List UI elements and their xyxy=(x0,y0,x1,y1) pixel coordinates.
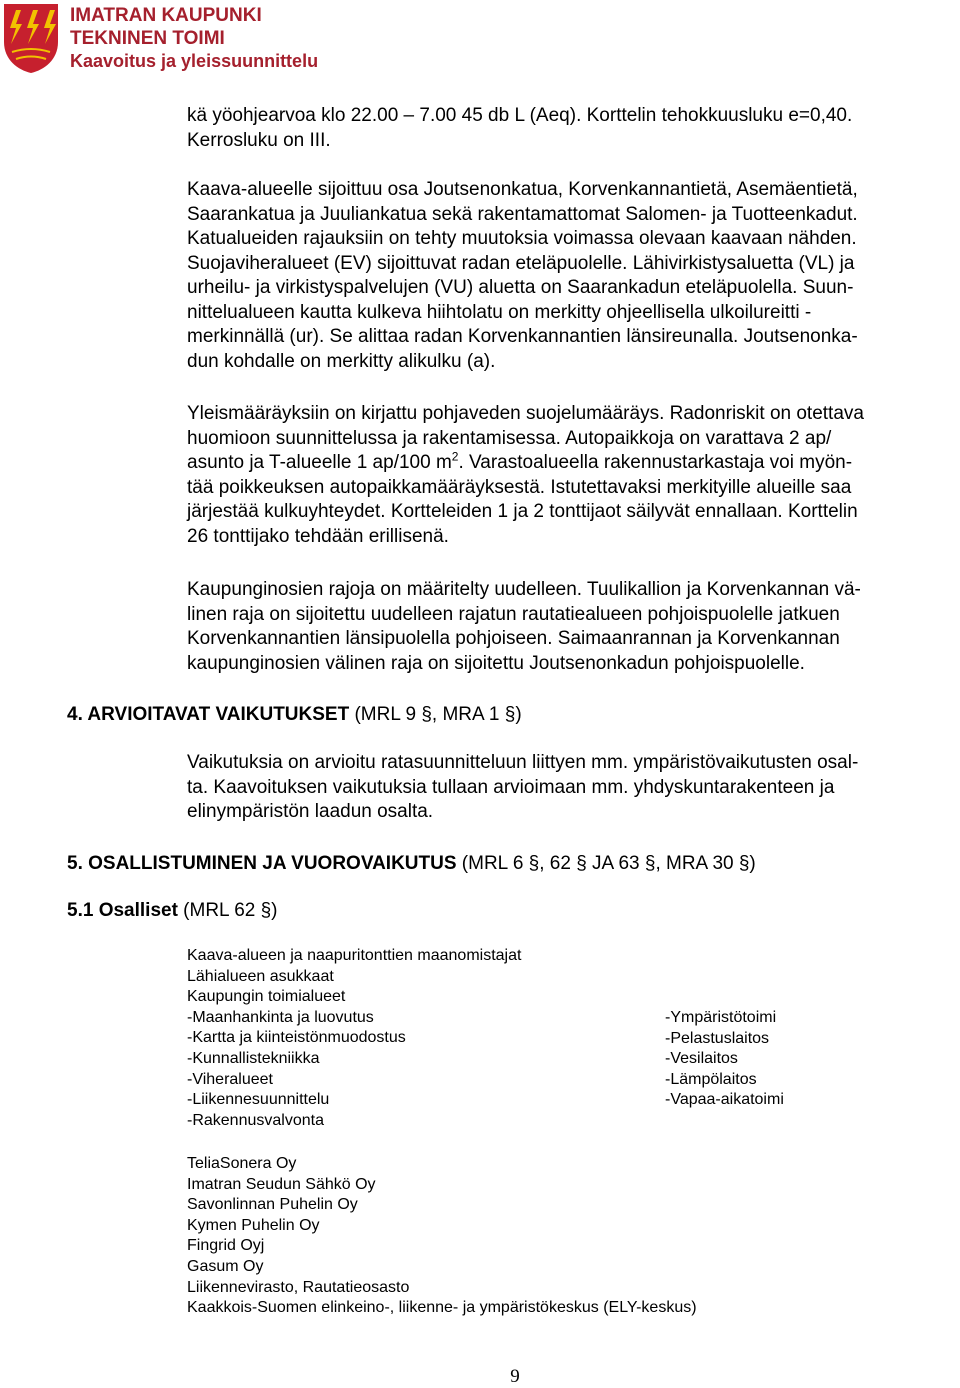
list-item: -Lämpölaitos xyxy=(665,1070,757,1088)
section-reference: (MRL 6 §, 62 § JA 63 §, MRA 30 §) xyxy=(456,853,756,874)
list-item: Kaupungin toimialueet xyxy=(187,988,346,1006)
text-line: kä yöohjearvoa klo 22.00 – 7.00 45 db L (Aeq). Korttelin tehokkuusluku e=0,40. xyxy=(187,105,853,126)
section-title: 5.1 Osalliset xyxy=(67,900,178,921)
list-item: -Kunnallistekniikka xyxy=(187,1049,320,1067)
department-name: TEKNINEN TOIMI xyxy=(70,28,225,49)
page-number: 9 xyxy=(510,1366,520,1387)
list-item: -Vesilaitos xyxy=(665,1050,738,1068)
text-line: ta. Kaavoituksen vaikutuksia tullaan arvioimaan mm. yhdyskuntarakenteen ja xyxy=(187,776,835,798)
list-item: Liikennevirasto, Rautatieosasto xyxy=(187,1278,410,1296)
list-item: Kaava-alueen ja naapuritonttien maanomistajat xyxy=(187,947,522,964)
text-line: urheilu- ja virkistyspalvelujen (VU) aluetta on Saarankadun eteläpuolella. Suun- xyxy=(187,277,854,298)
list-item: -Vapaa-aikatoimi xyxy=(665,1091,784,1109)
section-reference: (MRL 62 §) xyxy=(177,900,278,921)
list-item: Imatran Seudun Sähkö Oy xyxy=(187,1175,376,1193)
text-line: linen raja on sijoitettu uudelleen rajatun rautatiealueen pohjoispuolelle jatkuen xyxy=(187,603,840,625)
paragraph-district-borders xyxy=(187,578,957,676)
section-title: 4. ARVIOITAVAT VAIKUTUKSET xyxy=(67,704,350,725)
text-segment: asunto ja T-alueelle 1 ap/100 m xyxy=(187,452,452,473)
text-line: Kerrosluku on III. xyxy=(187,129,331,151)
org-name: IMATRAN KAUPUNKI xyxy=(70,5,262,26)
coat-of-arms-icon xyxy=(2,2,60,74)
text-line: dun kohdalle on merkitty alikulku (a). xyxy=(187,350,496,372)
list-item: Gasum Oy xyxy=(187,1257,264,1275)
text-line: Yleismääräyksiin on kirjattu pohjaveden suojelumääräys. Radonriskit on otettava xyxy=(187,403,864,424)
list-item: -Pelastuslaitos xyxy=(665,1029,770,1047)
text-line: tää poikkeuksen autopaikkamääräyksestä. Istutettavaksi merkityille alueille saa xyxy=(187,476,852,498)
header-text xyxy=(70,4,318,73)
list-item: -Liikennesuunnittelu xyxy=(187,1091,330,1109)
text-line: 26 tonttijako tehdään erillisenä. xyxy=(187,525,449,547)
paragraph-street-areas xyxy=(187,178,957,374)
paragraph-noise-regulation xyxy=(187,104,957,153)
text-line: elinympäristön laadun osalta. xyxy=(187,801,434,822)
document-header xyxy=(0,0,420,80)
text-line: Korvenkannantien länsipuolella pohjoiseen. Saimaanrannan ja Korvenkannan xyxy=(187,628,840,649)
unit-name: Kaavoitus ja yleissuunnittelu xyxy=(70,51,319,71)
paragraph-impacts xyxy=(187,751,957,825)
section-reference: (MRL 9 §, MRA 1 §) xyxy=(349,704,522,725)
section-4-heading xyxy=(67,703,522,727)
text-line: Kaupunginosien rajoja on määritelty uudelleen. Tuulikallion ja Korvenkannan vä- xyxy=(187,579,861,600)
stakeholders-list-left xyxy=(187,946,521,1131)
list-item: Lähialueen asukkaat xyxy=(187,967,334,985)
text-line: nittelualueen kautta kulkeva hiihtolatu on merkitty ohjeellisella ulkoilureitti - xyxy=(187,301,812,323)
text-line: merkinnällä (ur). Se alittaa radan Korvenkannantien länsireunalla. Joutsenonka- xyxy=(187,326,858,347)
text-line: Vaikutuksia on arvioitu ratasuunnitteluun liittyen mm. ympäristövaikutusten osal- xyxy=(187,752,859,773)
list-item: Savonlinnan Puhelin Oy xyxy=(187,1196,358,1214)
text-line: Kaava-alueelle sijoittuu osa Joutsenonkatua, Korvenkannantietä, Asemäentietä, xyxy=(187,179,858,200)
text-line: järjestää kulkuyhteydet. Kortteleiden 1 ja 2 tonttijaot säilyvät ennallaan. Korttelin xyxy=(187,501,858,522)
list-item: Kaakkois-Suomen elinkeino-, liikenne- ja ympäristökeskus (ELY-keskus) xyxy=(187,1299,697,1317)
list-item: Fingrid Oyj xyxy=(187,1237,265,1255)
section-title: 5. OSALLISTUMINEN JA VUOROVAIKUTUS xyxy=(67,853,457,874)
list-item: -Rakennusvalvonta xyxy=(187,1111,324,1129)
stakeholders-organisations xyxy=(187,1154,697,1319)
list-item: -Kartta ja kiinteistönmuodostus xyxy=(187,1029,406,1047)
text-line: Suojaviheralueet (EV) sijoittuvat radan eteläpuolelle. Lähivirkistysaluetta (VL) ja xyxy=(187,252,855,274)
text-line: Katualueiden rajauksiin on tehty muutoksia voimassa olevaan kaavaan nähden. xyxy=(187,228,857,249)
section-5-1-heading xyxy=(67,899,278,923)
list-item: -Maanhankinta ja luovutus xyxy=(187,1008,374,1026)
list-item: -Ympäristötoimi xyxy=(665,1009,777,1026)
paragraph-general-regulations xyxy=(187,402,957,549)
text-line xyxy=(187,451,957,476)
list-item: Kymen Puhelin Oy xyxy=(187,1216,320,1234)
section-5-heading xyxy=(67,852,756,876)
text-line: huomioon suunnittelussa ja rakentamisessa. Autopaikkoja on varattava 2 ap/ xyxy=(187,427,832,449)
list-item: TeliaSonera Oy xyxy=(187,1155,297,1172)
text-segment: . Varastoalueella rakennustarkastaja voi myön- xyxy=(458,452,853,473)
stakeholders-list-right xyxy=(665,1008,784,1111)
superscript: 2 xyxy=(451,449,459,464)
text-line: kaupunginosien välinen raja on sijoitettu Joutsenonkadun pohjoispuolelle. xyxy=(187,652,805,674)
text-line: Saarankatua ja Juuliankatua sekä rakentamattomat Salomen- ja Tuotteenkadut. xyxy=(187,203,858,225)
list-item: -Viheralueet xyxy=(187,1070,273,1088)
